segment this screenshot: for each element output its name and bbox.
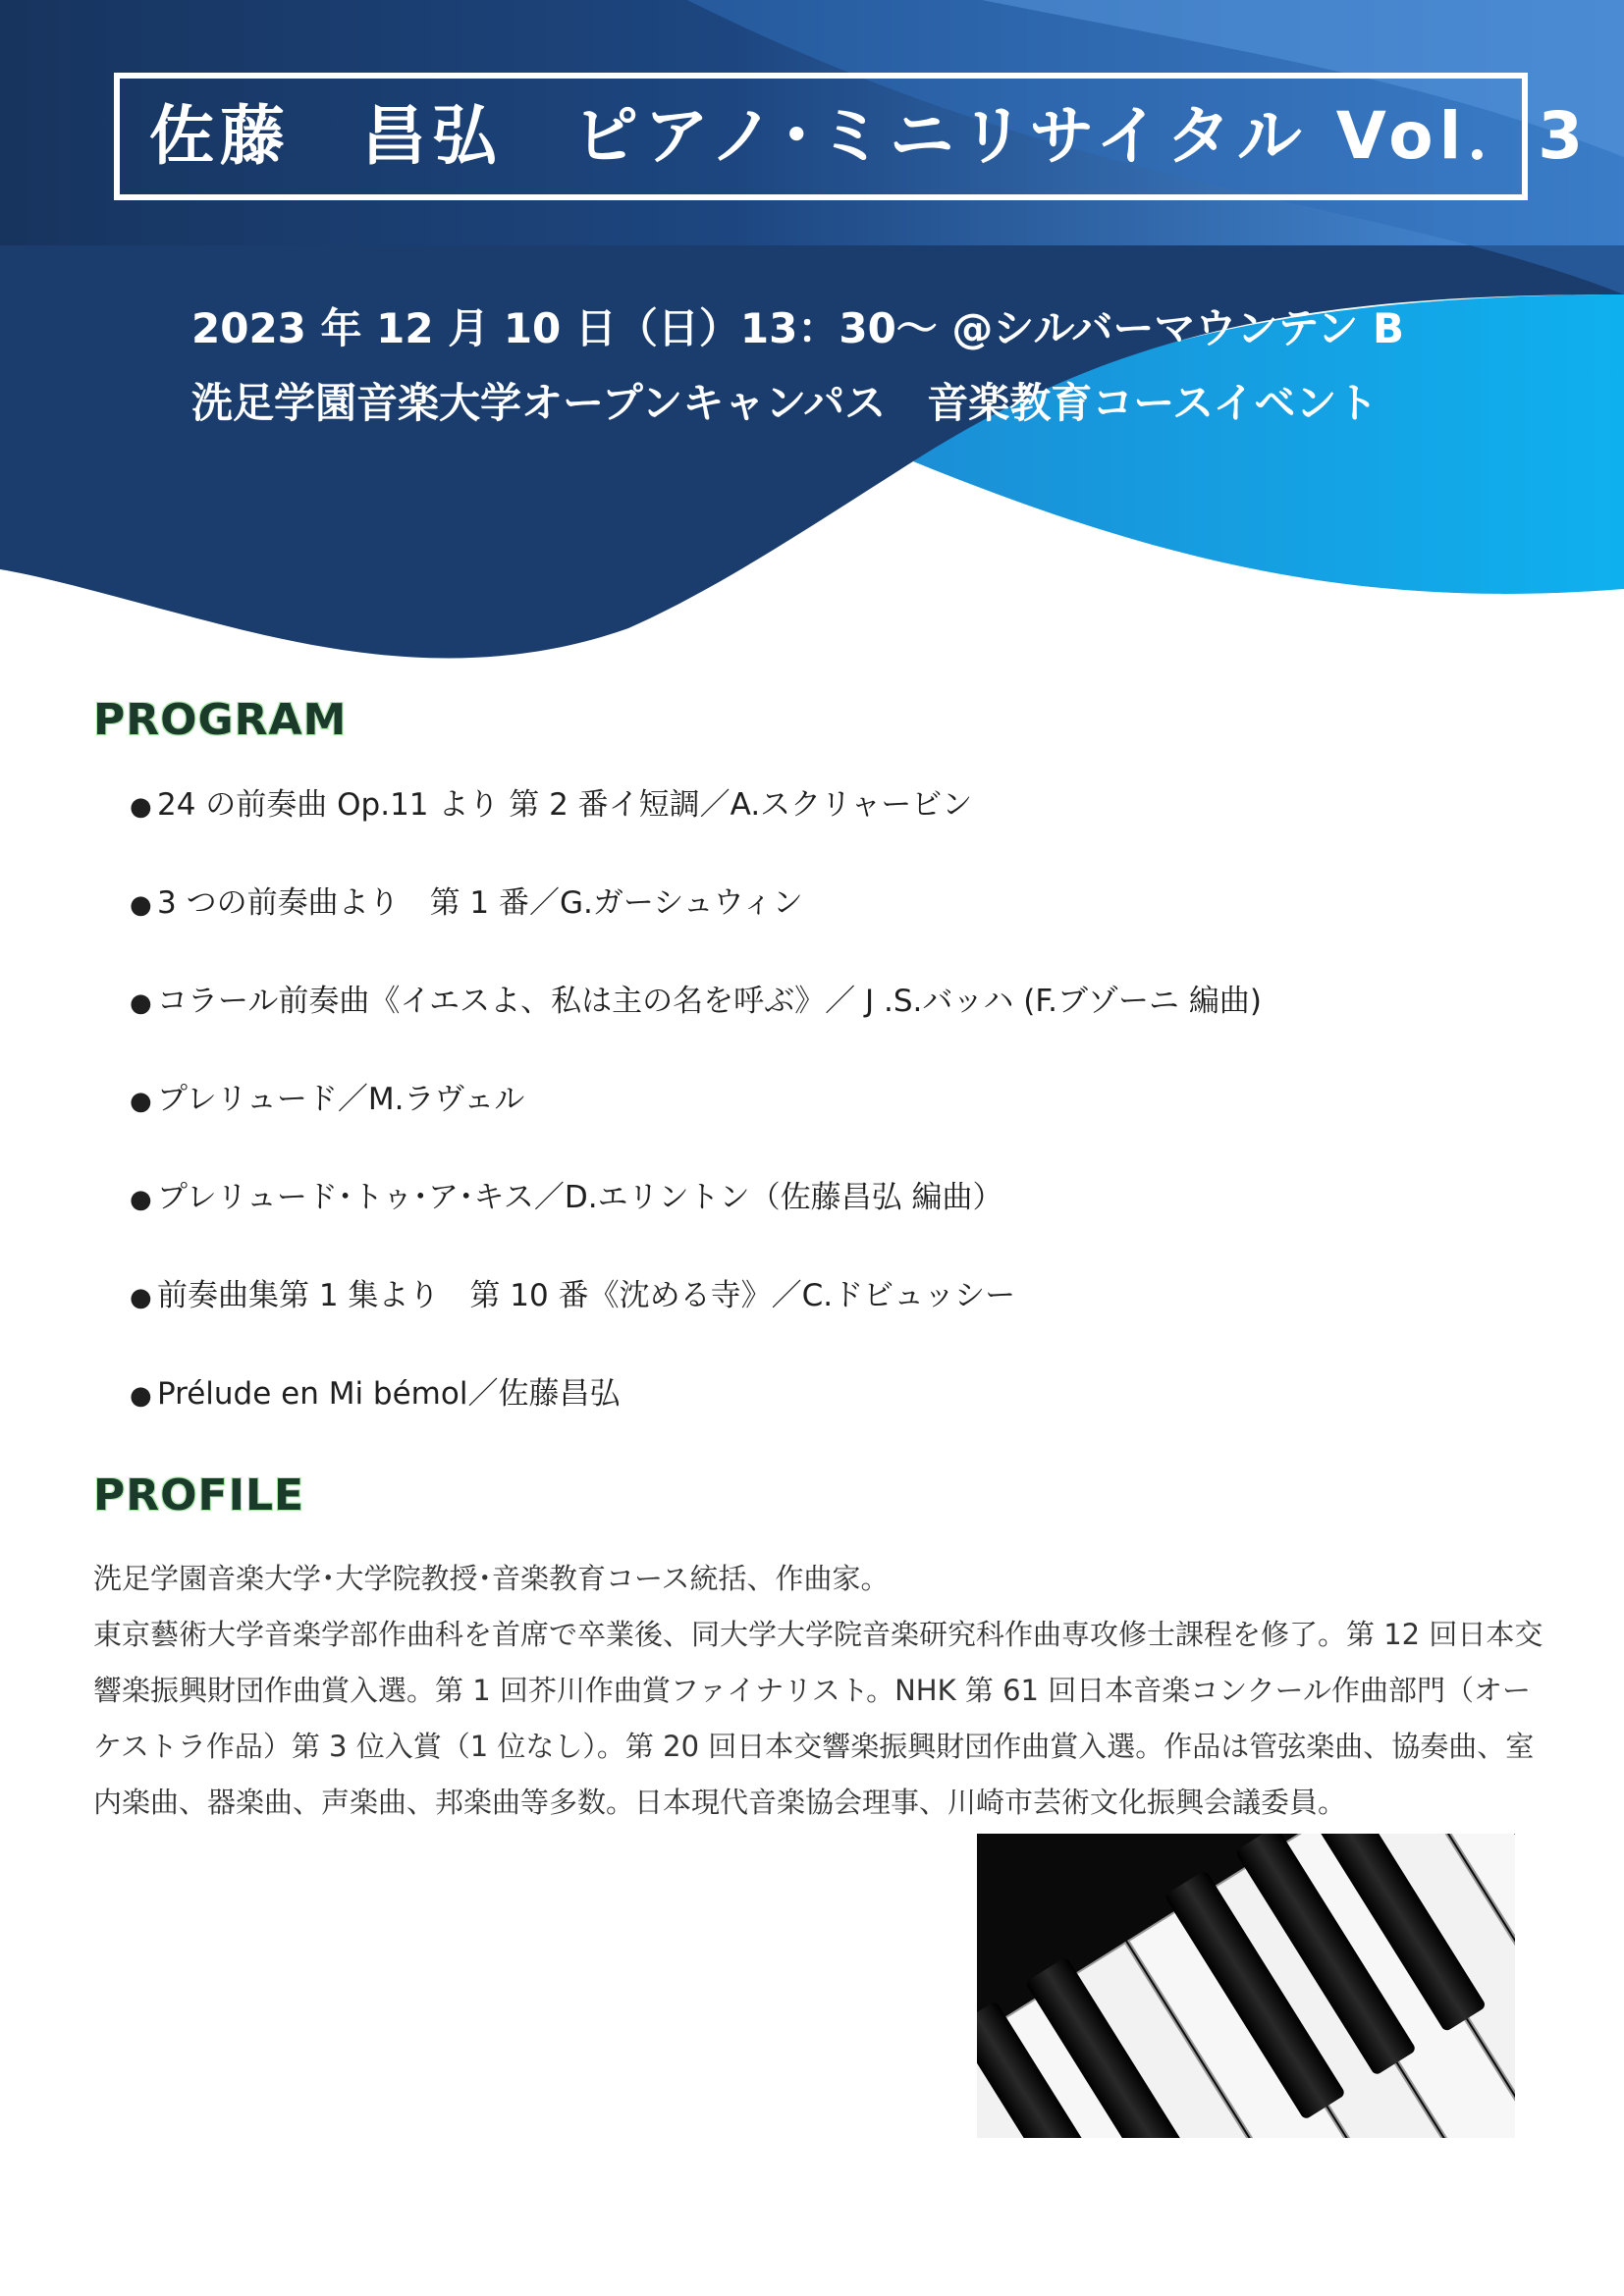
program-item: [130, 1369, 1262, 1468]
bullet-icon: ●: [130, 1087, 152, 1116]
bullet-icon: ●: [130, 1283, 152, 1312]
program-item-text: Prélude en Mi bémol／佐藤昌弘: [157, 1376, 621, 1412]
piano-keys-image: [977, 1834, 1515, 2138]
bullet-icon: ●: [130, 792, 152, 822]
program-item-text: プレリュード･トゥ･ア･キス／D.エリントン（佐藤昌弘 編曲）: [157, 1180, 1003, 1215]
program-heading: PROGRAM: [93, 695, 348, 745]
profile-intro: 洗足学園音楽大学･大学院教授･音楽教育コース統括、作曲家。: [93, 1562, 890, 1595]
bullet-icon: ●: [130, 988, 152, 1018]
bullet-icon: ●: [130, 1185, 152, 1214]
bullet-icon: ●: [130, 1381, 152, 1411]
event-date-venue: 2023 年 12 月 10 日（日）13：30～ @シルバーマウンテン B: [191, 304, 1404, 352]
program-item: [130, 879, 1262, 977]
program-list: [130, 780, 1262, 1468]
program-item: [130, 1075, 1262, 1173]
profile-heading: PROFILE: [93, 1470, 305, 1521]
program-item-text: 3 つの前奏曲より 第 1 番／G.ガーシュウィン: [157, 885, 803, 921]
program-item: [130, 1173, 1262, 1271]
profile-body: 東京藝術大学音楽学部作曲科を首席で卒業後、同大学大学院音楽研究科作曲専攻修士課程を修了。第 12 回日本交響楽振興財団作曲賞入選。第 1 回芥川作曲賞ファイナリスト。NHK 第 61 回日本音楽コンクール作曲部門（オーケストラ作品）第 3 位入賞（1 位なし）。第 20 回日本交響楽振興財団作曲賞入選。作品は管弦楽曲、協奏曲、室内楽曲、器楽曲、声楽曲、邦楽曲等多数。日本現代音楽協会理事、川崎市芸術文化振興会議委員。: [93, 1618, 1543, 1819]
program-item-text: プレリュード／M.ラヴェル: [157, 1082, 525, 1117]
bullet-icon: ●: [130, 890, 152, 920]
profile-text: [93, 1551, 1546, 1831]
title-frame: [114, 73, 1590, 200]
program-item: [130, 780, 1262, 879]
program-item-text: 24 の前奏曲 Op.11 より 第 2 番イ短調／A.スクリャービン: [157, 787, 973, 823]
program-item-text: コラール前奏曲《イエスよ、私は主の名を呼ぶ》／ J .S.バッハ (F.ブゾーニ 編曲): [157, 984, 1262, 1019]
program-item-text: 前奏曲集第 1 集より 第 10 番《沈める寺》／C.ドビュッシー: [157, 1278, 1016, 1313]
event-description: 洗足学園音楽大学オープンキャンパス 音楽教育コースイベント: [191, 379, 1379, 427]
program-item: [130, 1271, 1262, 1369]
page-title: 佐藤 昌弘 ピアノ･ミニリサイタル Vol．3: [149, 98, 1590, 174]
program-item: [130, 977, 1262, 1075]
